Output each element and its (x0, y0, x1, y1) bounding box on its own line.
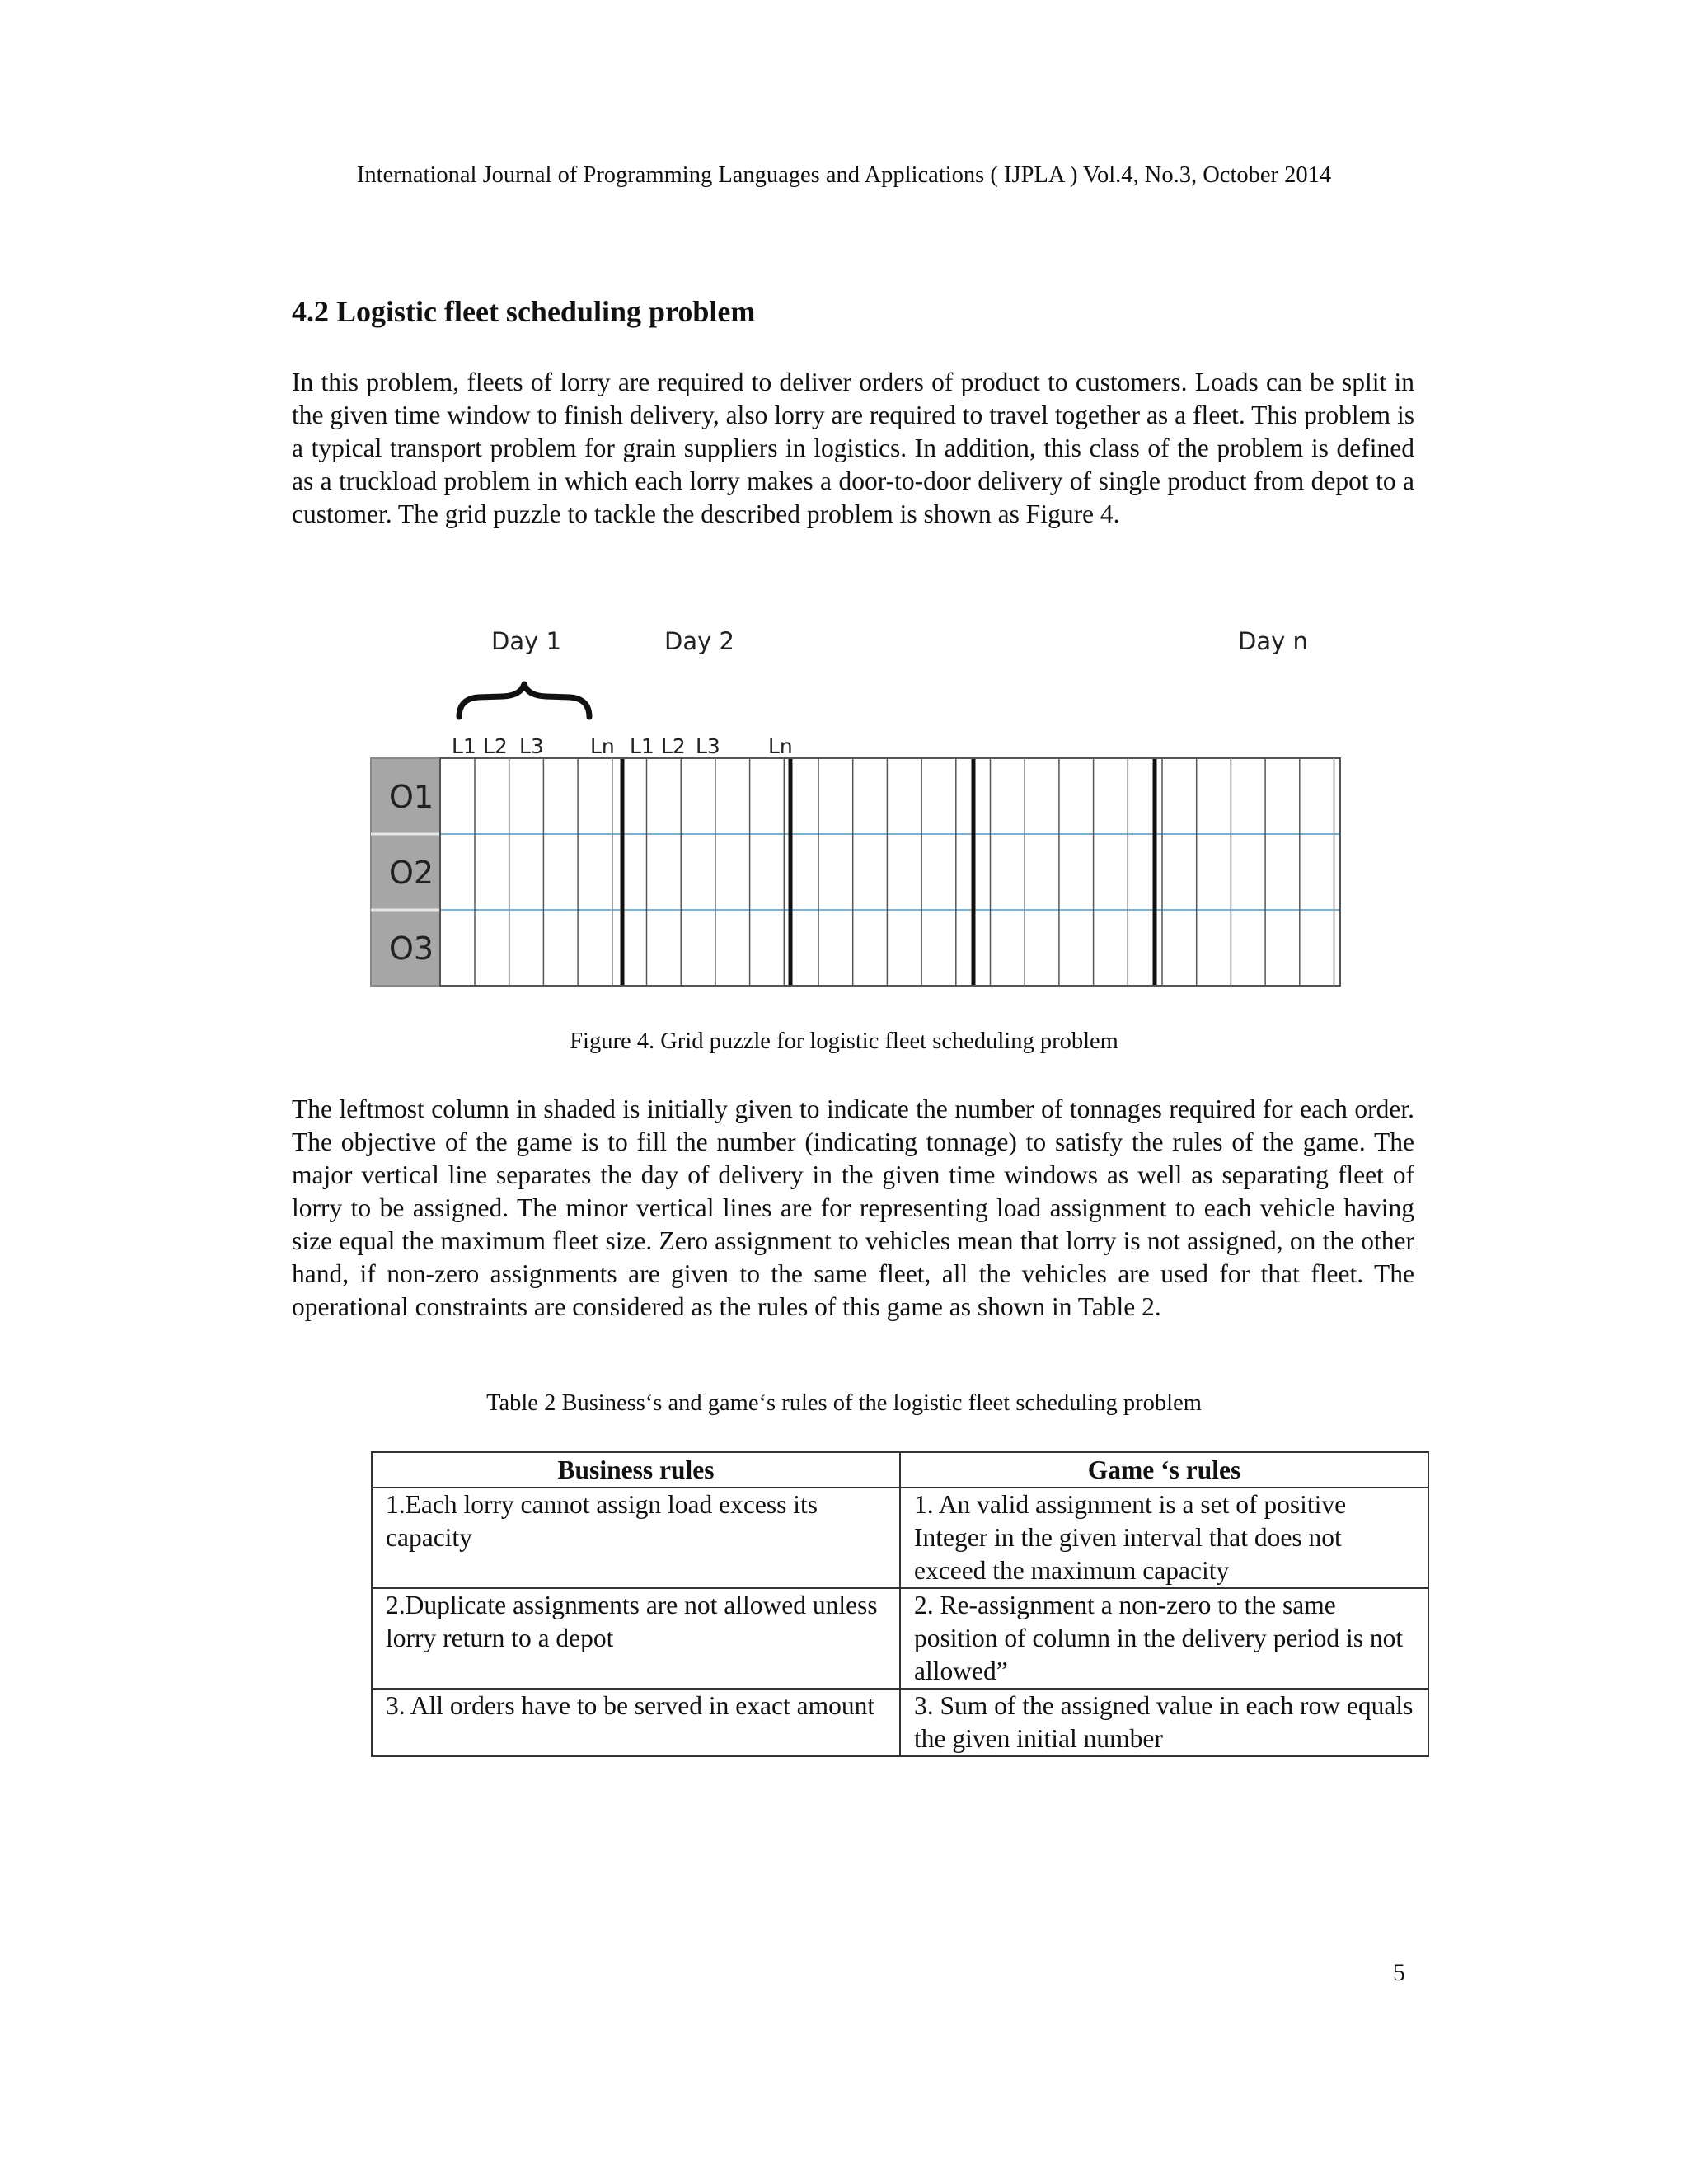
running-header: International Journal of Programming Languages and Applications ( IJPLA ) Vol.4, No.3, October 2014 (356, 162, 1332, 188)
game-rule-cell: 3. Sum of the assigned value in each row equals the given initial number (900, 1689, 1428, 1756)
game-rule-cell: 2. Re-assignment a non-zero to the same position of column in the delivery period is not allowed” (900, 1588, 1428, 1689)
grid-border (440, 758, 1340, 986)
rules-table (371, 1451, 1429, 1757)
grid (440, 758, 1340, 986)
lorry-label: Ln (590, 734, 615, 758)
lorry-label: L3 (519, 734, 544, 758)
day-label: Day n (1238, 627, 1308, 655)
column-header: Business rules (372, 1452, 900, 1488)
curly-brace (459, 684, 589, 717)
figure-caption: Figure 4. Grid puzzle for logistic fleet scheduling problem (570, 1029, 1118, 1054)
grid-puzzle-figure (363, 620, 1343, 999)
lorry-label: Ln (768, 734, 793, 758)
section-heading: 4.2 Logistic fleet scheduling problem (292, 295, 756, 328)
order-label: O2 (389, 855, 434, 891)
table-row (372, 1488, 1428, 1588)
explanation-paragraph: The leftmost column in shaded is initially given to indicate the number of tonnages required for each order. The objective of the game is to fill the number (indicating tonnage) to satisfy the rules of the game. The major vertical line separates the day of delivery in the given time windows as well as separating fleet of lorry to be assigned. The minor vertical lines are for representing load assignment to each vehicle having size equal the maximum fleet size. Zero assignment to vehicles mean that lorry is not assigned, on the other hand, if non-zero assignments are given to the same fleet, all the vehicles are used for that fleet. The operational constraints are considered as the rules of this game as shown in Table 2. (292, 1094, 1414, 1321)
table-row (372, 1588, 1428, 1689)
grid-puzzle-diagram (363, 620, 1343, 999)
business-rule-cell: 3. All orders have to be served in exact amount (372, 1689, 900, 1756)
lorry-label: L2 (661, 734, 686, 758)
lorry-label: L1 (630, 734, 654, 758)
game-rule-cell: 1. An valid assignment is a set of positive Integer in the given interval that does not exceed the maximum capacity (900, 1488, 1428, 1588)
business-rule-cell: 1.Each lorry cannot assign load excess its capacity (372, 1488, 900, 1588)
order-label: O3 (389, 930, 434, 967)
intro-paragraph: In this problem, fleets of lorry are required to deliver orders of product to customers. Loads can be split in the given time window to finish delivery, also lorry are required to travel together as a fleet. This problem is a typical transport problem for grain suppliers in logistics. In addition, this class of the problem is defined as a truckload problem in which each lorry makes a door-to-door delivery of single product from depot to a customer. The grid puzzle to tackle the described problem is shown as Figure 4. (292, 368, 1414, 528)
table-caption: Table 2 Business‘s and game‘s rules of the logistic fleet scheduling problem (486, 1390, 1202, 1416)
lorry-label: L3 (696, 734, 720, 758)
business-rule-cell: 2.Duplicate assignments are not allowed unless lorry return to a depot (372, 1588, 900, 1689)
order-label: O1 (389, 779, 434, 815)
table-header-row (372, 1452, 1428, 1488)
day-label: Day 2 (664, 627, 734, 655)
table-row (372, 1689, 1428, 1756)
day-label: Day 1 (491, 627, 561, 655)
page-number: 5 (1393, 1959, 1405, 1986)
column-header: Game ‘s rules (900, 1452, 1428, 1488)
lorry-label: L2 (483, 734, 508, 758)
lorry-label: L1 (452, 734, 476, 758)
